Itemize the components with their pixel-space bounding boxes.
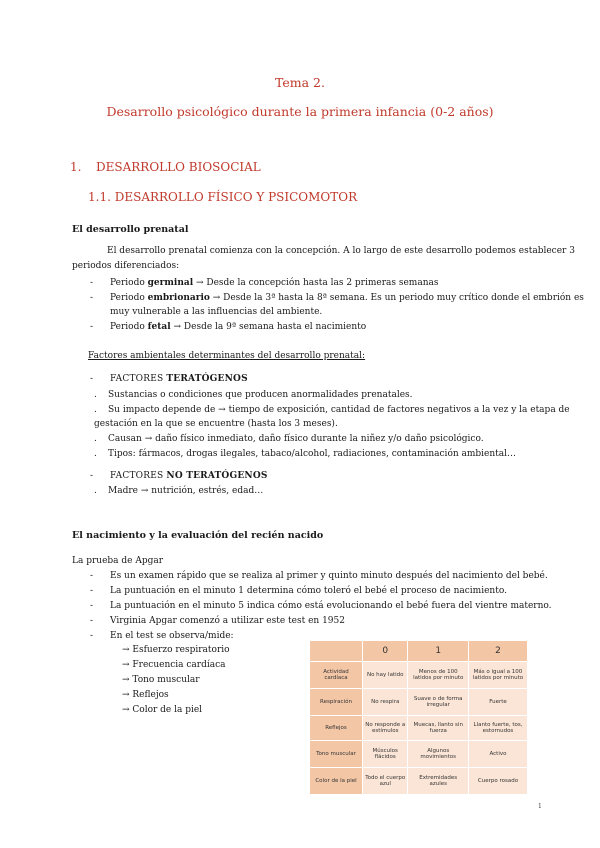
apgar-intro: La prueba de Apgar: [72, 556, 164, 566]
table-cell: Activo: [468, 741, 527, 768]
table-row: [310, 768, 528, 795]
table-row-label: Reflejos: [310, 716, 363, 741]
table-cell: No hay latido: [363, 662, 408, 689]
observed-item: → Frecuencia cardíaca: [122, 660, 226, 670]
table-header-cell: 1: [408, 641, 469, 662]
section-number: 1.: [70, 160, 82, 174]
table-row: [310, 662, 528, 689]
document-subtitle: Desarrollo psicológico durante la primera infancia (0-2 años): [106, 104, 494, 119]
table-cell: Cuerpo rosado: [468, 768, 527, 795]
observed-item: → Esfuerzo respiratorio: [122, 645, 230, 655]
prenatal-intro-line1: El desarrollo prenatal comienza con la concepción. A lo largo de este desarrollo podemos establecer 3: [107, 246, 575, 256]
factors-heading: Factores ambientales determinantes del desarrollo prenatal:: [88, 351, 366, 361]
observed-item: → Color de la piel: [122, 705, 203, 715]
document-title: Tema 2.: [275, 75, 325, 90]
observed-item: → Reflejos: [122, 690, 169, 700]
table-row: [310, 716, 528, 741]
table-cell: Suave o de forma irregular: [408, 689, 469, 716]
nacimiento-heading: El nacimiento y la evaluación del recién nacido: [72, 530, 324, 541]
table-cell: Algunos movimientos: [408, 741, 469, 768]
table-cell: Todo el cuerpo azul: [363, 768, 408, 795]
table-row-label: Tono muscular: [310, 741, 363, 768]
table-header-row: [310, 641, 528, 662]
table-row: [310, 741, 528, 768]
table-cell: Más o igual a 100 latidos por minuto: [468, 662, 527, 689]
table-cell: No responde a estímulos: [363, 716, 408, 741]
observed-item: → Tono muscular: [122, 675, 200, 685]
table-row: [310, 689, 528, 716]
table-header-cell: 0: [363, 641, 408, 662]
table-cell: Llanto fuerte, tos, estornudos: [468, 716, 527, 741]
table-header-cell: 2: [468, 641, 527, 662]
apgar-table: [309, 640, 528, 795]
table-cell: Menos de 100 latidos por minuto: [408, 662, 469, 689]
section-heading-1: [70, 160, 261, 174]
table-cell: Fuerte: [468, 689, 527, 716]
table-cell: Muecas, llanto sin fuerza: [408, 716, 469, 741]
table-header-cell: [310, 641, 363, 662]
prenatal-heading: El desarrollo prenatal: [72, 224, 189, 235]
table-row-label: Actividad cardíaca: [310, 662, 363, 689]
table-cell: Músculos flácidos: [363, 741, 408, 768]
subsection-heading-1-1: 1.1. DESARROLLO FÍSICO Y PSICOMOTOR: [88, 190, 358, 204]
table-row-label: Color de la piel: [310, 768, 363, 795]
page-number: 1: [538, 803, 542, 810]
section-label: DESARROLLO BIOSOCIAL: [96, 160, 261, 174]
table-cell: Extremidades azules: [408, 768, 469, 795]
table-row-label: Respiración: [310, 689, 363, 716]
prenatal-intro-line2: periodos diferenciados:: [72, 261, 180, 271]
table-cell: No respira: [363, 689, 408, 716]
document-page: Tema 2. Desarrollo psicológico durante la primera infancia (0-2 años) 1. DESARROLLO BIOSOCIAL 1.1. DESARROLLO FÍSICO Y PSICOMOTOR El desarrollo prenatal El desarrollo prenatal comienza con la concepción. A lo largo de este desarrollo podemos establecer 3 periodos diferenciados: - Periodo germinal → Desde la concepción hasta las 2 primeras semanas - Periodo embrionario → Desde la 3ª hasta la 8ª semana. Es un periodo muy crítico donde el embrión es muy vulnerable a las influencias del ambiente. - Periodo fetal → Desde la 9ª semana hasta el nacimiento Factores ambientales determinantes del desarrollo prenatal: - FACTORES TERATÓGENOS . Sustancias o condiciones que producen anormalidades prenatales. . Su impacto depende de → tiempo de exposición, cantidad de factores negativos a la vez y la etapa de gestación en la que se encuentre (hasta los 3 meses). . Causan → daño físico inmediato, daño físico durante la niñez y/o daño psicológico. . Tipos: fármacos, drogas ilegales, tabaco/alcohol, radiaciones, contaminación ambiental… - FACTORES NO TERATÓGENOS . Madre → nutrición, estrés, edad… El nacimiento y la evaluación del recién nacido La prueba de Apgar - Es un examen rápido que se realiza al primer y quinto minuto después del nacimiento del bebé. - La puntuación en el minuto 1 determina cómo toleró el bebé el proceso de nacimiento. - La puntuación en el minuto 5 indica cómo está evolucionando el bebé fuera del vientre materno. - Virginia Apgar comenzó a utilizar este test en 1952 - En el test se observa/mide: → Esfuerzo respiratorio → Frecuencia cardíaca → Tono muscular → Reflejos → Color de la piel 0 1 2 Actividad cardíaca No hay latido Menos de 100 latidos por minuto Más o igual a 100 latidos por minuto Respiración No respira Suave o de forma irregular Fuerte Reflejos No responde a estímulos Muecas, llanto sin fuerza Llanto fuerte, tos, estornudos Tono muscular Músculos flácidos Algunos movimientos Activo Color de la piel Todo el cuerpo azul Extremidades azules Cuerpo rosado 1: [0, 0, 600, 848]
